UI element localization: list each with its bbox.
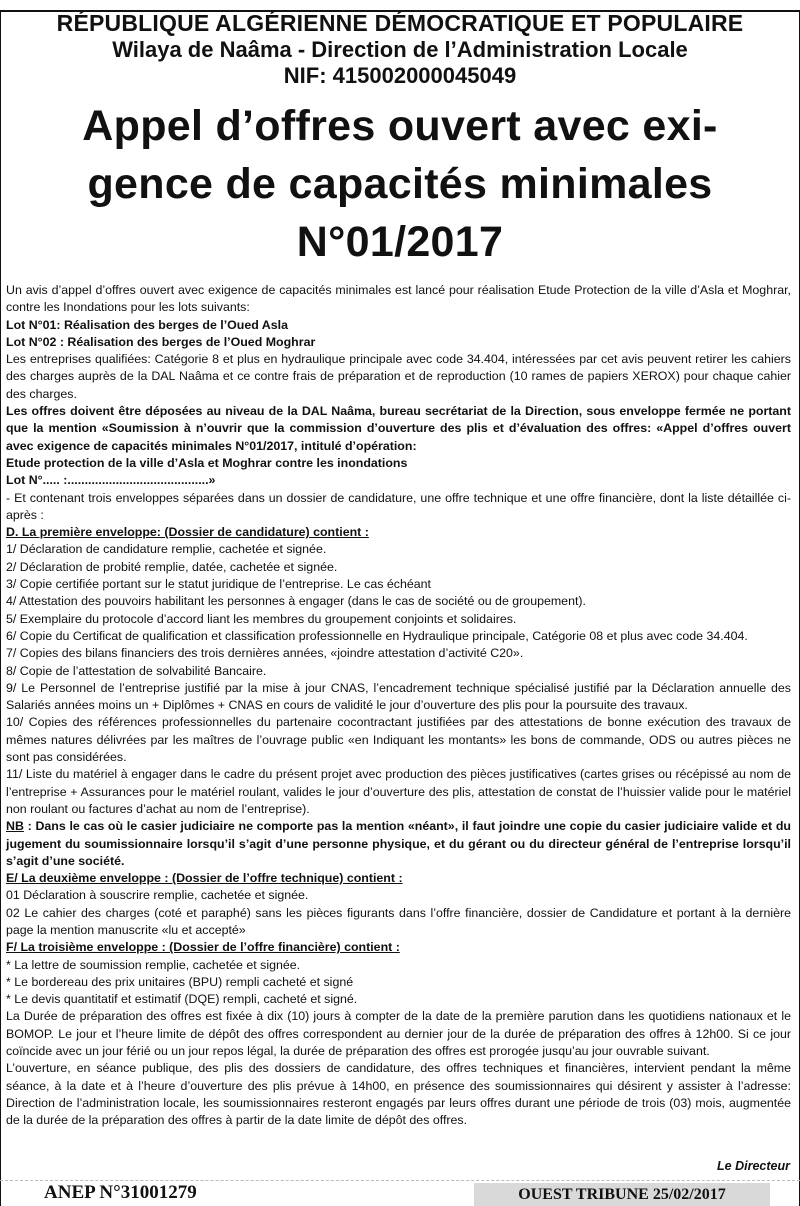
newspaper-banner: OUEST TRIBUNE 25/02/2017: [474, 1183, 770, 1206]
lot-1: Lot N°01: Réalisation des berges de l’Oued Asla: [6, 317, 288, 332]
title-line-1: Appel d’offres ouvert avec exi-: [82, 102, 718, 150]
lot-placeholder: Lot N°..... :.........................................»: [6, 473, 216, 488]
footer-divider: [0, 1180, 800, 1181]
opening-paragraph: L’ouverture, en séance publique, des plis des dossiers de candidature, des offres techniques et financières, intervient pendant la même séance, à la date et à l’heure d’ouverture des plis prévue à 14h00, en présence des soumissionnaires qui désirent y assister à l’adresse: Direction de l’administration locale, les soumissionnaires resteront engagés par leurs offres durant une période de trois (03) mois, augmentée de la durée de la préparation des offres à partir de la date limite de dépôt des offres.: [6, 1061, 791, 1128]
qualification-paragraph: Les entreprises qualifiées: Catégorie 8 et plus en hydraulique principale avec code 34.404, intéressées par cet avis peuvent retirer les cahiers des charges auprès de la DAL Naâma et ce contre frais de préparation et de reproduction (10 rames de papiers XEROX) pour chaque cahier des charges.: [6, 352, 791, 401]
duration-paragraph: La Durée de préparation des offres est fixée à dix (10) jours à compter de la date de la première parution dans les quotidiens nationaux et le BOMOP. Le jour et l’heure limite de dépôt des offres correspondent au dernier jour de la durée de préparation des offres à 12h00. Si ce jour coïncide avec un jour férié ou un jour repos légal, la durée de préparation des offres est prorogée jusqu’au jour ouvrable suivant.: [6, 1009, 791, 1059]
list-item: 3/ Copie certifiée portant sur le statut juridique de l’entreprise. Le cas échéant: [6, 577, 431, 592]
list-item: 10/ Copies des références professionnelles du partenaire cocontractant justifiées par des attestations de bonne exécution des travaux de mêmes natures délivrées par les maîtres de l’ouvrage public «en Indiquant les montants» les bons de commande, ODS ou autres pièces ne sont pas considérées.: [6, 715, 791, 765]
nb-text: : Dans le cas où le casier judiciaire ne comporte pas la mention «néant», il faut joindre une copie du casier judiciaire valide et du jugement du soumissionnaire lorsqu’il s’agit d’une personne physique, et du gérant ou du directeur général de l’entreprise lorsqu’il s’agit d’une société.: [6, 819, 791, 868]
nb-paragraph: [6, 818, 791, 870]
submission-paragraph: Les offres doivent être déposées au niveau de la DAL Naâma, bureau secrétariat de la Direction, sous enveloppe fermée ne portant que la mention «Soumission à n’ouvrir que la commission d’ouverture des plis et d’évaluation des offres: «Appel d’offres ouvert avec exigence de capacités minimales N°01/2017, intitulé d’opération:: [6, 404, 791, 453]
list-item: 01 Déclaration à souscrire remplie, cachetée et signée.: [6, 888, 309, 903]
list-item: 02 Le cahier des charges (coté et paraphé) sans les pièces figurants dans l’offre financière, dossier de Candidature et portant à la dernière page la mention manuscrite «lu et accepté»: [6, 905, 791, 937]
title-line-2: gence de capacités minimales: [87, 160, 713, 208]
signature: Le Directeur: [717, 1159, 790, 1173]
section-e-heading: E/ La deuxième enveloppe : (Dossier de l’offre technique) contient :: [6, 871, 403, 886]
list-item: 7/ Copies des bilans financiers des trois dernières années, «joindre attestation d’activité C20».: [6, 646, 524, 661]
envelopes-paragraph: - Et contenant trois enveloppes séparées dans un dossier de candidature, une offre technique et une offre financière, dont la liste détaillée ci-après :: [6, 490, 791, 522]
list-item: 4/ Attestation des pouvoirs habilitant les personnes à engager (dans le cas de société ou de groupement).: [6, 594, 586, 609]
list-item: * Le devis quantitatif et estimatif (DQE) rempli, cacheté et signé.: [6, 992, 358, 1007]
list-item: 2/ Déclaration de probité remplie, datée, cachetée et signée.: [6, 559, 338, 574]
list-item: 8/ Copie de l’attestation de solvabilité Bancaire.: [6, 663, 267, 678]
nb-label: NB: [6, 819, 24, 834]
section-f-heading: F/ La troisième enveloppe : (Dossier de l’offre financière) contient :: [6, 940, 400, 955]
list-item: * Le bordereau des prix unitaires (BPU) rempli cacheté et signé: [6, 974, 354, 989]
anep-reference: ANEP N°31001279: [44, 1182, 197, 1203]
operation-title: Etude protection de la ville d’Asla et Moghrar contre les inondations: [6, 455, 408, 470]
list-item: 9/ Le Personnel de l’entreprise justifié par la mise à jour CNAS, l’encadrement technique spécialisé justifié par la Déclaration annuelle des Salariés années moins un + Diplômes + CNAS en cours de validité le jour d’ouverture des plis pour la poursuite des travaux.: [6, 680, 791, 713]
list-item: 11/ Liste du matériel à engager dans le cadre du présent projet avec production des pièces justificatives (cartes grises ou récépissé au nom de l’entreprise + Assurances pour le matériel roulant, valides le jour d’ouverture des plis, attestation de constat de l’huissier valide pour le matériel non roulant ou factures d’achat au nom de l’entreprise).: [6, 767, 791, 816]
wilaya-heading: Wilaya de Naâma - Direction de l’Administration Locale: [112, 37, 688, 62]
notice-body: [6, 282, 791, 1130]
list-item: 5/ Exemplaire du protocole d’accord liant les membres du groupement conjoints et solidaires.: [6, 611, 517, 626]
list-item: * La lettre de soumission remplie, cachetée et signée.: [6, 957, 301, 972]
lot-2: Lot N°02 : Réalisation des berges de l’Oued Moghrar: [6, 334, 316, 349]
section-d-heading: D. La première enveloppe: (Dossier de candidature) contient :: [6, 525, 369, 540]
nif-heading: NIF: 415002000045049: [283, 63, 517, 88]
list-item: 1/ Déclaration de candidature remplie, cachetée et signée.: [6, 542, 327, 557]
intro-paragraph: Un avis d’appel d’offres ouvert avec exigence de capacités minimales est lancé pour réalisation Etude Protection de la ville d’Asla et Moghrar, contre les Inondations pour les lots suivants:: [6, 283, 791, 315]
list-item: 6/ Copie du Certificat de qualification et classification professionnelle en Hydraulique principale, Catégorie 08 et plus avec code 34.404.: [6, 628, 748, 643]
republic-heading: RÉPUBLIQUE ALGÉRIENNE DÉMOCRATIQUE ET POPULAIRE: [56, 10, 744, 36]
title-line-3: N°01/2017: [296, 218, 504, 266]
